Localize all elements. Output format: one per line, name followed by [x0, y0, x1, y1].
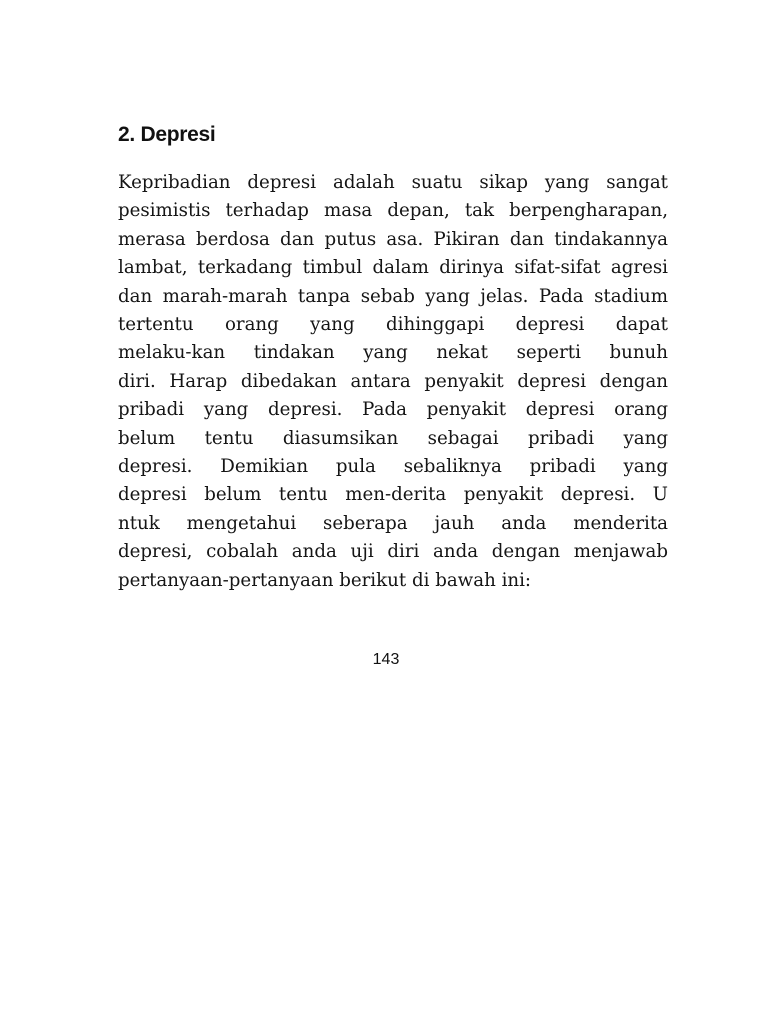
paragraph-line: depresi. Demikian pula sebaliknya pribadi yang [118, 456, 668, 478]
paragraph-line: pesimistis terhadap masa depan, tak berpengharapan, [118, 200, 668, 222]
section-heading: 2. Depresi [118, 123, 216, 146]
paragraph-line: tertentu orang yang dihinggapi depresi dapat [118, 314, 668, 336]
paragraph-line: depresi belum tentu men-derita penyakit depresi. U [118, 484, 668, 506]
paragraph-line: diri. Harap dibedakan antara penyakit depresi dengan [118, 370, 668, 392]
paragraph-line: merasa berdosa dan putus asa. Pikiran dan tindakannya [118, 228, 668, 250]
paragraph-line: pribadi yang depresi. Pada penyakit depresi orang [118, 399, 668, 421]
paragraph-line: ntuk mengetahui seberapa jauh anda menderita [118, 512, 668, 534]
paragraph-line: depresi, cobalah anda uji diri anda dengan menjawab [118, 541, 668, 563]
page-number: 143 [372, 651, 400, 668]
paragraph-line: lambat, terkadang timbul dalam dirinya sifat-sifat agresi [118, 257, 668, 279]
body-paragraph [118, 169, 668, 595]
paragraph-line: pertanyaan-pertanyaan berikut di bawah ini: [118, 569, 532, 591]
paragraph-line: melaku-kan tindakan yang nekat seperti bunuh [118, 342, 668, 364]
paragraph-line: Kepribadian depresi adalah suatu sikap yang sangat [118, 172, 668, 193]
paragraph-line: dan marah-marah tanpa sebab yang jelas. Pada stadium [118, 285, 668, 307]
paragraph-line: belum tentu diasumsikan sebagai pribadi yang [118, 427, 668, 449]
